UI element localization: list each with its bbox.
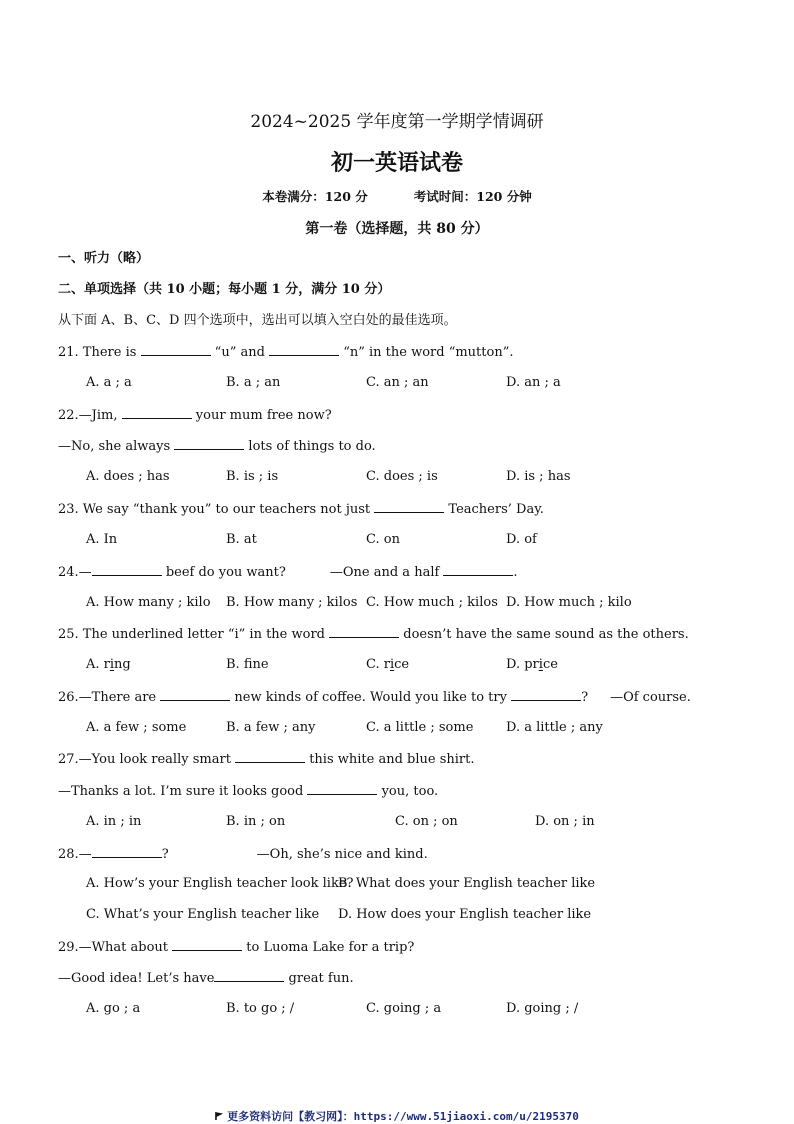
footer-link[interactable]: 更多资料访问【教习网】：https://www.51jiaoxi.com/u/2195370 xyxy=(227,1110,579,1123)
question-text: Teachers’ Day. xyxy=(444,502,544,517)
answer-blank xyxy=(92,564,162,576)
answer-blank xyxy=(329,626,399,638)
question-text: “n” in the word “mutton”. xyxy=(339,345,514,360)
answer-blank xyxy=(92,846,162,858)
option-d: D. How does your English teacher like xyxy=(338,907,592,922)
option-d: D. a little ; any xyxy=(506,720,603,735)
question-text: —One and a half xyxy=(329,565,444,580)
question-text: 21. There is xyxy=(58,345,141,360)
question-29-line-2 xyxy=(58,970,354,987)
question-28-line-1 xyxy=(58,846,428,863)
answer-blank xyxy=(172,939,242,951)
question-21-line-1 xyxy=(58,344,513,361)
question-22-line-1 xyxy=(58,407,332,424)
option-a: A. ring xyxy=(86,657,131,672)
question-text: this white and blue shirt. xyxy=(305,752,475,767)
answer-blank xyxy=(174,438,244,450)
answer-blank xyxy=(374,501,444,513)
option-a: A. In xyxy=(86,532,118,547)
title-line-2: 初一英语试卷 xyxy=(330,151,463,176)
option-b: B. a few ; any xyxy=(226,720,316,735)
answer-blank xyxy=(160,689,230,701)
question-text: great fun. xyxy=(284,971,354,986)
exam-info xyxy=(0,187,794,205)
option-c: C. How much ; kilos xyxy=(366,595,498,610)
answer-blank xyxy=(511,689,581,701)
option-c: C. going ; a xyxy=(366,1001,442,1016)
option-b: B. How many ; kilos xyxy=(226,595,358,610)
question-23-line-1 xyxy=(58,501,544,518)
question-text: —Of course. xyxy=(610,690,691,705)
option-c: C. on xyxy=(366,532,400,547)
question-27-line-1 xyxy=(58,751,475,768)
question-text: 28.— xyxy=(58,847,92,862)
option-d: D. going ; / xyxy=(506,1001,579,1016)
option-d: D. an ; a xyxy=(506,375,561,390)
question-text: “u” and xyxy=(210,345,270,360)
option-c: C. does ; is xyxy=(366,469,438,484)
time-info: 考试时间：120 分钟 xyxy=(413,189,532,204)
answer-blank xyxy=(235,751,305,763)
question-text: . xyxy=(513,565,518,580)
question-26-line-1 xyxy=(58,689,691,706)
question-text: new kinds of coffee. Would you like to try xyxy=(230,690,512,705)
option-c: C. a little ; some xyxy=(366,720,474,735)
title-line-1: 2024~2025 学年度第一学期学情调研 xyxy=(250,112,544,132)
option-c: C. rice xyxy=(366,657,410,672)
question-25-line-1 xyxy=(58,626,689,643)
option-a: A. go ; a xyxy=(86,1001,141,1016)
flag-icon xyxy=(215,1112,223,1120)
question-text: —Oh, she’s nice and kind. xyxy=(256,847,428,862)
option-d: D. price xyxy=(506,657,558,672)
option-b: B. fne xyxy=(226,657,269,672)
question-text: —Good idea! Let’s have xyxy=(58,971,215,986)
question-text: 23. We say “thank you” to our teachers not just xyxy=(58,502,375,517)
question-text: you, too. xyxy=(377,784,439,799)
question-text: beef do you want? xyxy=(161,565,286,580)
answer-blank xyxy=(307,783,377,795)
question-text: 29.—What about xyxy=(58,940,173,955)
footer[interactable] xyxy=(0,1108,794,1124)
option-c: C. an ; an xyxy=(366,375,429,390)
option-b: B. in ; on xyxy=(226,814,286,829)
option-b: B. is ; is xyxy=(226,469,279,484)
score-info: 本卷满分：120 分 xyxy=(262,189,368,204)
question-text: your mum free now? xyxy=(191,408,332,423)
option-a: A. How’s your English teacher look like? xyxy=(86,876,354,891)
question-text: —No, she always xyxy=(58,439,175,454)
option-b: B. a ; an xyxy=(226,375,281,390)
question-text: lots of things to do. xyxy=(244,439,376,454)
question-text: ? xyxy=(581,690,589,705)
question-text: 22.—Jim, xyxy=(58,408,122,423)
answer-blank xyxy=(269,344,339,356)
section-instruction: 从下面 A、B、C、D 四个选项中，选出可以填入空白处的最佳选项。 xyxy=(58,313,457,328)
option-a: A. does ; has xyxy=(86,469,170,484)
question-29-line-1 xyxy=(58,939,414,956)
option-a: A. a ; a xyxy=(86,375,132,390)
option-b: B. at xyxy=(226,532,257,547)
option-b: B. to go ; / xyxy=(226,1001,295,1016)
question-27-line-2 xyxy=(58,783,438,800)
question-text: 25. The underlined letter “i” in the word xyxy=(58,627,330,642)
option-d: D. of xyxy=(506,532,537,547)
option-b: B. What does your English teacher like xyxy=(338,876,596,891)
answer-blank xyxy=(122,407,192,419)
option-c: C. on ; on xyxy=(395,814,458,829)
section-single-choice: 二、单项选择（共 10 小题；每小题 1 分，满分 10 分） xyxy=(58,282,391,297)
question-text: 27.—You look really smart xyxy=(58,752,236,767)
question-text: 24.— xyxy=(58,565,92,580)
question-24-line-1 xyxy=(58,564,518,581)
question-22-line-2 xyxy=(58,438,376,455)
section-listening: 一、听力（略） xyxy=(58,251,150,266)
option-a: A. How many ; kilo xyxy=(86,595,211,610)
part-title: 第一卷（选择题，共 80 分） xyxy=(305,221,489,237)
answer-blank xyxy=(214,970,284,982)
option-d: D. is ; has xyxy=(506,469,571,484)
option-a: A. a few ; some xyxy=(86,720,187,735)
question-text: ? xyxy=(161,847,169,862)
answer-blank xyxy=(141,344,211,356)
option-a: A. in ; in xyxy=(86,814,142,829)
question-text: 26.—There are xyxy=(58,690,161,705)
option-d: D. How much ; kilo xyxy=(506,595,632,610)
option-d: D. on ; in xyxy=(535,814,595,829)
option-c: C. What’s your English teacher like xyxy=(86,907,320,922)
question-text: to Luoma Lake for a trip? xyxy=(242,940,415,955)
answer-blank xyxy=(443,564,513,576)
question-text: —Thanks a lot. I’m sure it looks good xyxy=(58,784,308,799)
question-text: doesn’t have the same sound as the others. xyxy=(399,627,689,642)
